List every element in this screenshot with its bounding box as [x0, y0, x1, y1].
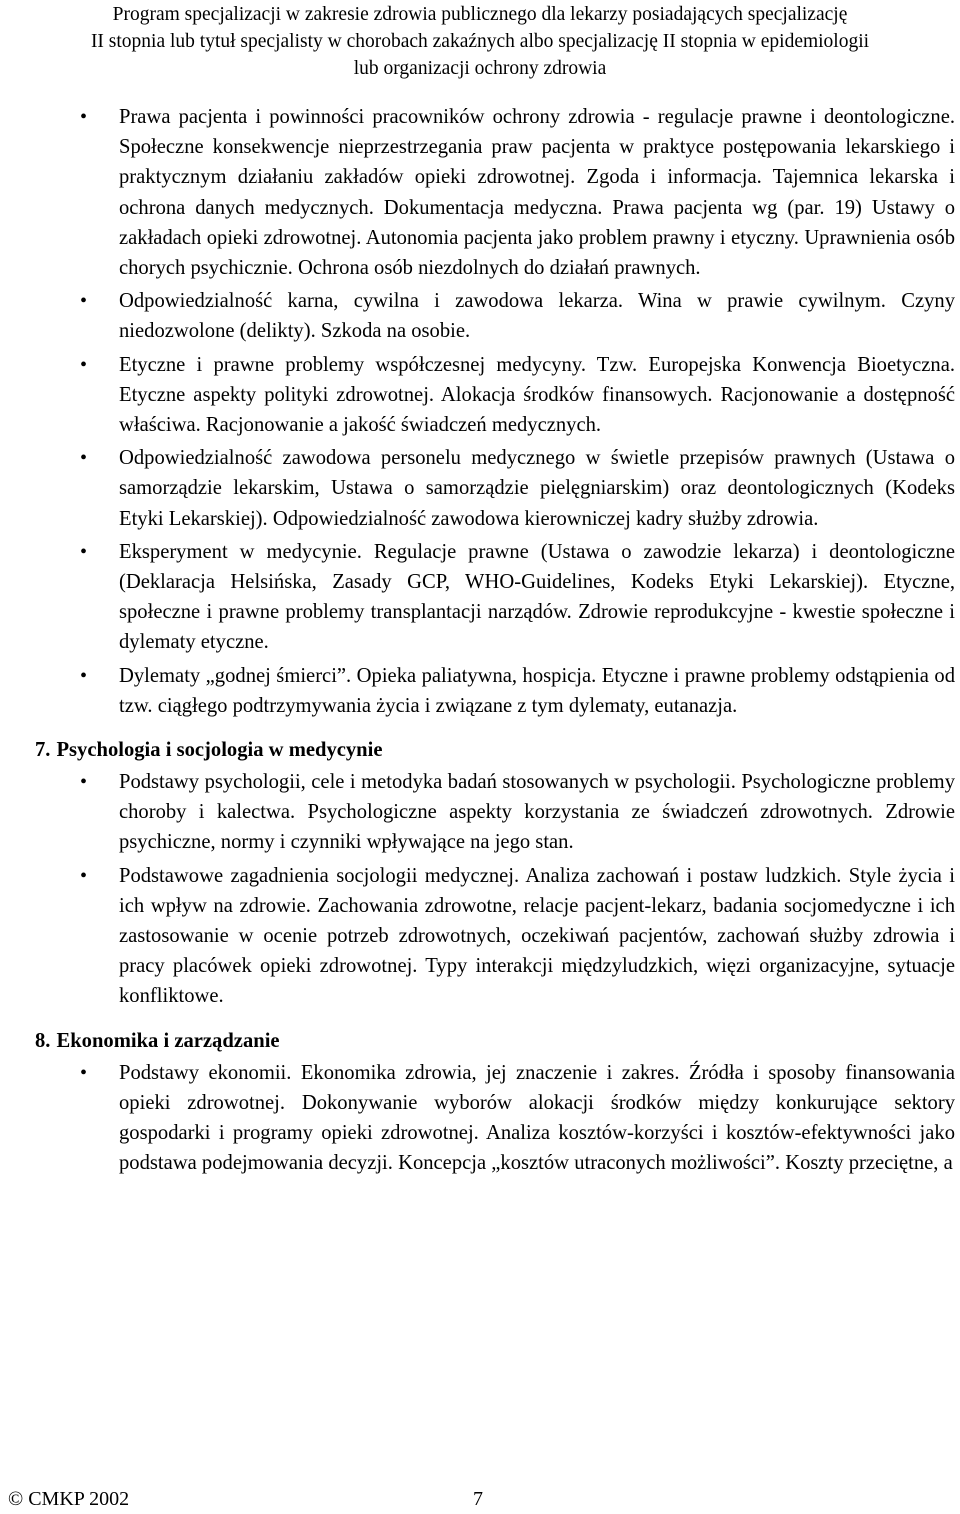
- page-number: 7: [473, 1488, 483, 1510]
- page-footer: [0, 1484, 960, 1514]
- list-item: • Prawa pacjenta i powinności pracowników ochrony zdrowia - regulacje prawne i deontologiczne. Społeczne konsekwencje nieprzestrzegania praw pacjenta w praktyce postępowania lekarskiego i praktycznym działaniu zakładów opieki zdrowotnej. Zgoda i informacja. Tajemnica lekarska i ochrona danych medycznych. Dokumentacja medyczna. Prawa pacjenta wg (par. 19) Ustawy o zakładach opieki zdrowotnej. Autonomia pacjenta jako problem prawny i etyczny. Uprawnienia osób chorych psychicznie. Ochrona osób niezdolnych do działań prawnych.: [0, 102, 960, 283]
- intro-bullet-list: [0, 102, 960, 721]
- section-number: 7.: [35, 739, 51, 762]
- section-title: Psychologia i socjologia w medycynie: [56, 739, 383, 762]
- list-item: • Etyczne i prawne problemy współczesnej medycyny. Tzw. Europejska Konwencja Bioetyczna. Etyczne aspekty polityki zdrowotnej. Alokacja środków finansowych. Racjonowanie a dostępność właściwa. Racjonowanie a jakość świadczeń medycznych.: [0, 350, 960, 441]
- list-item: • Odpowiedzialność zawodowa personelu medycznego w świetle przepisów prawnych (Ustawa o samorządzie lekarskim, Ustawa o samorządzie pielęgniarskim) oraz deontologicznych (Kodeks Etyki Lekarskiej). Odpowiedzialność zawodowa kierowniczej kadry służby zdrowia.: [0, 443, 960, 534]
- header-line-1: Program specjalizacji w zakresie zdrowia publicznego dla lekarzy posiadających specjalizację: [112, 4, 848, 25]
- list-item: • Podstawy psychologii, cele i metodyka badań stosowanych w psychologii. Psychologiczne problemy choroby i kalectwa. Psychologiczne aspekty korzystania ze świadczeń zdrowotnych. Zdrowie psychiczne, normy i czynniki wpływające na jego stan.: [0, 767, 960, 858]
- section-8-bullet-list: [0, 1058, 960, 1179]
- list-item: • Dylematy „godnej śmierci”. Opieka paliatywna, hospicja. Etyczne i prawne problemy odstąpienia od tzw. ciągłego podtrzymywania życia i związane z tym dylematy, eutanazja.: [0, 661, 960, 721]
- header-line-3: lub organizacji ochrony zdrowia: [353, 58, 607, 79]
- section-7-bullet-list: [0, 767, 960, 1012]
- section-8-heading: [0, 1025, 960, 1057]
- list-item: • Podstawy ekonomii. Ekonomika zdrowia, jej znaczenie i zakres. Źródła i sposoby finansowania opieki zdrowotnej. Dokonywanie wyborów alokacji środków między konkurujące sektory gospodarki i programy opieki zdrowotnej. Analiza kosztów-korzyści i kosztów-efektywności jako podstawa podejmowania decyzji. Koncepcja „kosztów utraconych możliwości”. Koszty przeciętne, a: [0, 1058, 960, 1179]
- list-item: • Eksperyment w medycynie. Regulacje prawne (Ustawa o zawodzie lekarza) i deontologiczne (Deklaracja Helsińska, Zasady GCP, WHO-Guidelines, Kodeks Etyki Lekarskiej). Etyczne, społeczne i prawne problemy transplantacji narządów. Zdrowie reprodukcyjne - kwestie społeczne i dylematy etyczne.: [0, 537, 960, 658]
- page-header: [0, 0, 960, 82]
- list-item: • Podstawowe zagadnienia socjologii medycznej. Analiza zachowań i postaw ludzkich. Style życia i ich wpływ na zdrowie. Zachowania zdrowotne, relacje pacjent-lekarz, badania socjomedyczne i ich zastosowanie w ocenie potrzeb zdrowotnych, oczekiwań pacjentów, zachowań służby zdrowia i pracy placówek opieki zdrowotnej. Typy interakcji międzyludzkich, więzi organizacyjne, sytuacje konfliktowe.: [0, 861, 960, 1012]
- section-title: Ekonomika i zarządzanie: [56, 1029, 280, 1052]
- list-item: • Odpowiedzialność karna, cywilna i zawodowa lekarza. Wina w prawie cywilnym. Czyny niedozwolone (delikty). Szkoda na osobie.: [0, 286, 960, 346]
- document-body: [0, 102, 960, 1182]
- copyright-text: © CMKP 2002: [8, 1488, 130, 1510]
- header-line-2: II stopnia lub tytuł specjalisty w chorobach zakaźnych albo specjalizację II stopnia w epidemiologii: [90, 31, 870, 52]
- section-number: 8.: [35, 1029, 51, 1052]
- section-7-heading: [0, 734, 960, 766]
